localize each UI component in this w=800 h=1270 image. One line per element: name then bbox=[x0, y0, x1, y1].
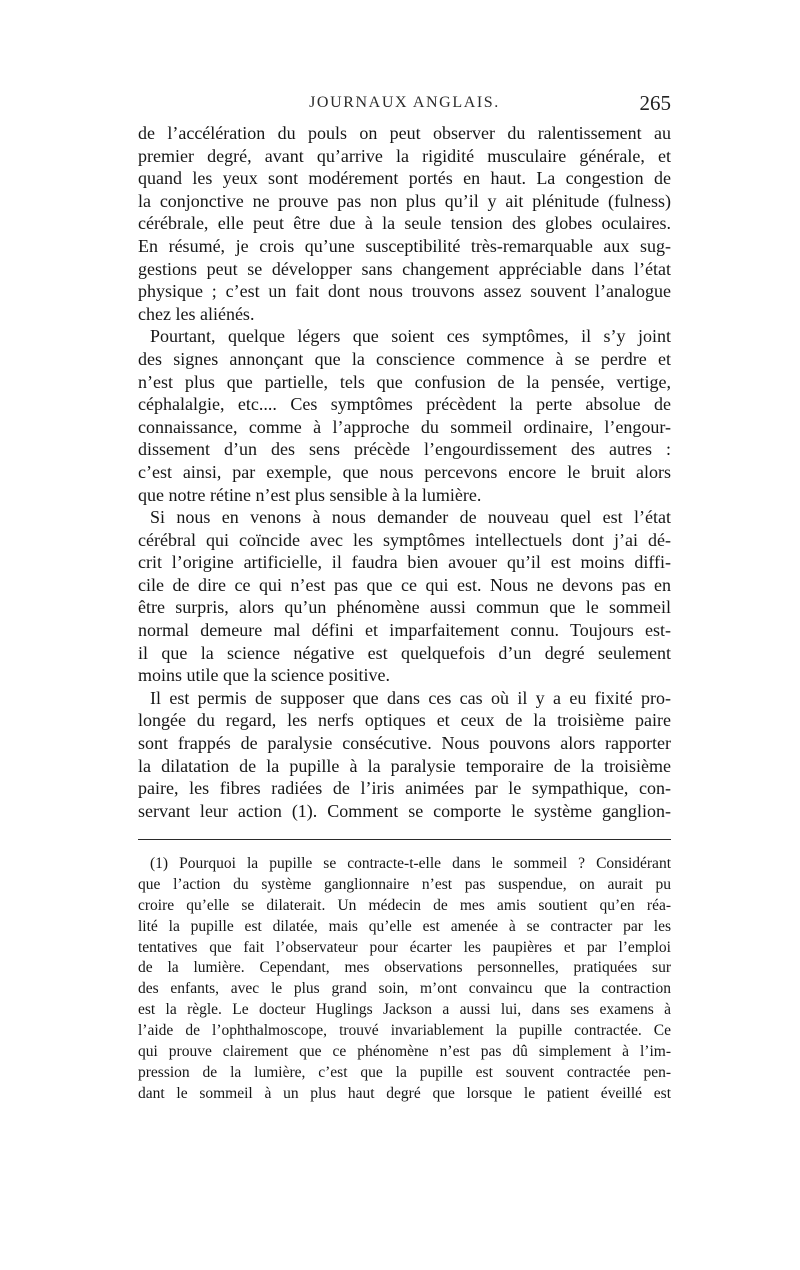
text-line: la conjonctive ne prouve pas non plus qu’il y ait plénitude (fulness) bbox=[138, 190, 671, 211]
text-line: des signes annonçant que la conscience commence à se perdre et bbox=[138, 348, 671, 369]
footnote-line: que l’action du système ganglionnaire n’est pas suspendue, on aurait pu bbox=[138, 875, 671, 893]
main-text bbox=[138, 122, 671, 822]
running-head bbox=[138, 91, 671, 120]
footnote-line: l’aide de l’ophthalmoscope, trouvé invariablement la pupille contractée. Ce bbox=[138, 1022, 671, 1040]
footnote-line: de la lumière. Cependant, mes observations personnelles, pratiquées sur bbox=[138, 959, 671, 977]
text-line: normal demeure mal défini et imparfaitement connu. Toujours est- bbox=[138, 620, 671, 641]
footnote bbox=[138, 854, 671, 1105]
text-line: cérébral qui coïncide avec les symptômes intellectuels dont j’ai dé- bbox=[138, 529, 671, 550]
text-line: Si nous en venons à nous demander de nouveau quel est l’état bbox=[150, 507, 671, 528]
text-line: premier degré, avant qu’arrive la rigidité musculaire générale, et bbox=[138, 145, 671, 166]
text-line: chez les aliénés. bbox=[138, 303, 255, 324]
footnote-line: croire qu’elle se dilaterait. Un médecin de mes amis soutient qu’en réa- bbox=[138, 896, 671, 914]
text-line: moins utile que la science positive. bbox=[138, 665, 390, 686]
footnote-line: (1) Pourquoi la pupille se contracte-t-elle dans le sommeil ? Considérant bbox=[150, 855, 671, 872]
text-line: céphalalgie, etc.... Ces symptômes précèdent la perte absolue de bbox=[138, 394, 671, 415]
text-line: Il est permis de supposer que dans ces cas où il y a eu fixité pro- bbox=[150, 687, 671, 708]
text-line: quand les yeux sont modérement portés en haut. La congestion de bbox=[138, 168, 671, 189]
footnote-line: est la règle. Le docteur Huglings Jackson a aussi lui, dans ses examens à bbox=[138, 1001, 671, 1019]
text-line: être surpris, alors qu’un phénomène aussi commun que le sommeil bbox=[138, 597, 671, 618]
text-line: crit l’origine artificielle, il faudra bien avouer qu’il est moins diffi- bbox=[138, 552, 671, 573]
text-line: Pourtant, quelque légers que soient ces symptômes, il s’y joint bbox=[150, 326, 671, 347]
text-line: n’est plus que partielle, tels que confusion de la pensée, vertige, bbox=[138, 371, 671, 392]
footnote-line: tentatives que fait l’observateur pour écarter les paupières et par l’emploi bbox=[138, 938, 671, 956]
text-line: cile de dire ce qui n’est pas que ce qui est. Nous ne devons pas en bbox=[138, 574, 671, 595]
text-line: que notre rétine n’est plus sensible à la lumière. bbox=[138, 484, 482, 505]
footnote-line: des enfants, avec le plus grand soin, m’ont convaincu que la contraction bbox=[138, 980, 671, 998]
footnote-divider bbox=[138, 839, 671, 840]
text-line: de l’accélération du pouls on peut observer du ralentissement au bbox=[138, 123, 671, 143]
text-line: cérébrale, elle peut être due à la seule tension des globes oculaires. bbox=[138, 213, 671, 234]
text-line: gestions peut se développer sans changement appréciable dans l’état bbox=[138, 258, 671, 279]
text-line: connaissance, comme à l’approche du sommeil ordinaire, l’engour- bbox=[138, 416, 671, 437]
text-line: il que la science négative est quelquefois d’un degré seulement bbox=[138, 642, 671, 663]
text-line: physique ; c’est un fait dont nous trouvons assez souvent l’analogue bbox=[138, 281, 671, 302]
text-line: paire, les fibres radiées de l’iris animées par le sympathique, con- bbox=[138, 778, 671, 799]
text-line: sont frappés de paralysie consécutive. Nous pouvons alors rapporter bbox=[138, 733, 671, 754]
running-title: JOURNAUX ANGLAIS. bbox=[309, 94, 500, 111]
text-line: longée du regard, les nerfs optiques et ceux de la troisième paire bbox=[138, 710, 671, 731]
page-number: 265 bbox=[639, 91, 671, 115]
footnote-line: qui prouve clairement que ce phénomène n’est pas dû simplement à l’im- bbox=[138, 1043, 671, 1061]
text-line: servant leur action (1). Comment se comporte le système ganglion- bbox=[138, 800, 671, 821]
text-line: c’est ainsi, par exemple, que nous percevons encore le bruit alors bbox=[138, 461, 671, 482]
footnote-line: pression de la lumière, c’est que la pupille est souvent contractée pen- bbox=[138, 1063, 671, 1081]
text-line: En résumé, je crois qu’une susceptibilité très-remarquable aux sug- bbox=[138, 235, 671, 256]
text-line: dissement d’un des sens précède l’engourdissement des autres : bbox=[138, 439, 671, 460]
footnote-line: lité la pupille est dilatée, mais qu’elle est amenée à se contracter par les bbox=[138, 917, 671, 935]
footnote-line: dant le sommeil à un plus haut degré que lorsque le patient éveillé est bbox=[138, 1084, 671, 1102]
text-line: la dilatation de la pupille à la paralysie temporaire de la troisième bbox=[138, 755, 671, 776]
